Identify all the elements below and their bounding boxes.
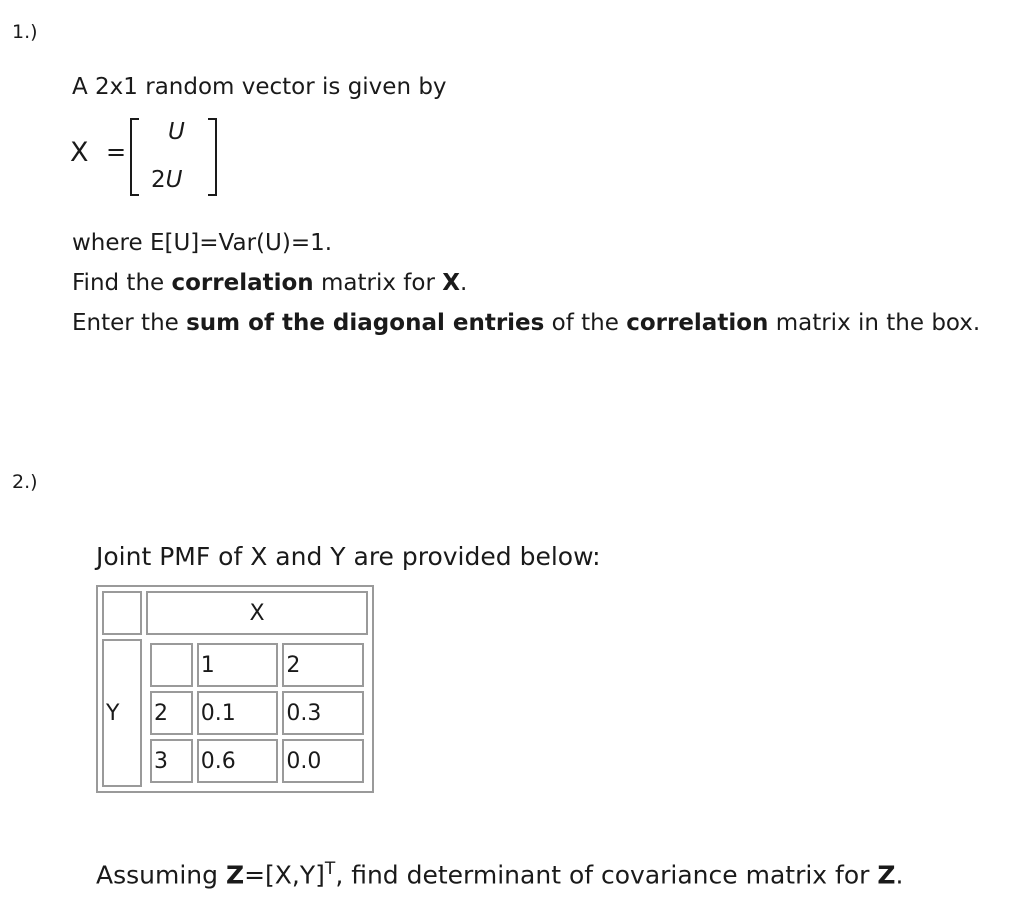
question-1-enter xyxy=(72,308,980,338)
pmf-y-value: 3 xyxy=(150,739,193,783)
find-bold-x: X xyxy=(442,270,460,296)
question-2-intro: Joint PMF of X and Y are provided below: xyxy=(96,542,601,571)
question-2-number: 2.) xyxy=(12,471,38,493)
pmf-inner-table xyxy=(146,639,368,787)
pmf-probability: 0.1 xyxy=(197,691,279,735)
transpose-superscript: T xyxy=(324,859,336,879)
matrix-equals: = xyxy=(106,138,127,166)
final-suffix: . xyxy=(895,860,904,890)
enter-middle: of the xyxy=(544,310,627,336)
question-1-intro: A 2x1 random vector is given by xyxy=(72,74,447,100)
final-prefix: Assuming xyxy=(96,860,226,890)
pmf-probability: 0.3 xyxy=(282,691,364,735)
find-suffix: . xyxy=(459,270,468,296)
find-middle: matrix for xyxy=(313,270,443,296)
enter-suffix: matrix in the box. xyxy=(768,310,981,336)
pmf-probability: 0.6 xyxy=(197,739,279,783)
pmf-y-header: Y xyxy=(102,639,142,787)
pmf-x-value: 2 xyxy=(282,643,364,687)
question-1-number: 1.) xyxy=(12,21,38,43)
pmf-body-row xyxy=(102,639,368,787)
pmf-inner-empty xyxy=(150,643,193,687)
pmf-probability: 0.0 xyxy=(282,739,364,783)
enter-prefix: Enter the xyxy=(72,310,187,336)
matrix-bottom-variable: U xyxy=(165,167,183,193)
pmf-y-value: 2 xyxy=(150,691,193,735)
final-bold-z: Z xyxy=(225,860,245,890)
find-prefix: Find the xyxy=(72,270,172,296)
pmf-inner-cell xyxy=(146,639,368,787)
question-1-find xyxy=(72,268,467,298)
final-middle: , find determinant of covariance matrix for xyxy=(335,860,878,890)
pmf-data-row xyxy=(150,739,364,783)
pmf-data-row xyxy=(150,691,364,735)
pmf-x-value: 1 xyxy=(197,643,279,687)
matrix-bottom-entry xyxy=(151,166,182,194)
final-bold-z-2: Z xyxy=(877,860,896,890)
question-2-task xyxy=(96,852,903,892)
matrix-top-entry: U xyxy=(168,119,185,145)
final-expression: =[X,Y] xyxy=(244,860,325,890)
joint-pmf-table xyxy=(96,585,374,793)
enter-bold-correlation: correlation xyxy=(626,310,769,336)
question-1-condition: where E[U]=Var(U)=1. xyxy=(72,230,333,256)
pmf-empty-corner xyxy=(102,591,142,635)
matrix-name: X xyxy=(70,137,89,168)
matrix-bottom-coefficient: 2 xyxy=(151,167,166,193)
random-vector-definition xyxy=(70,112,240,198)
left-bracket xyxy=(130,118,139,196)
pmf-x-values-row xyxy=(150,643,364,687)
find-bold-correlation: correlation xyxy=(171,270,314,296)
enter-bold-sum: sum of the diagonal entries xyxy=(186,310,545,336)
pmf-x-header: X xyxy=(146,591,368,635)
pmf-header-row xyxy=(102,591,368,635)
right-bracket xyxy=(208,118,217,196)
